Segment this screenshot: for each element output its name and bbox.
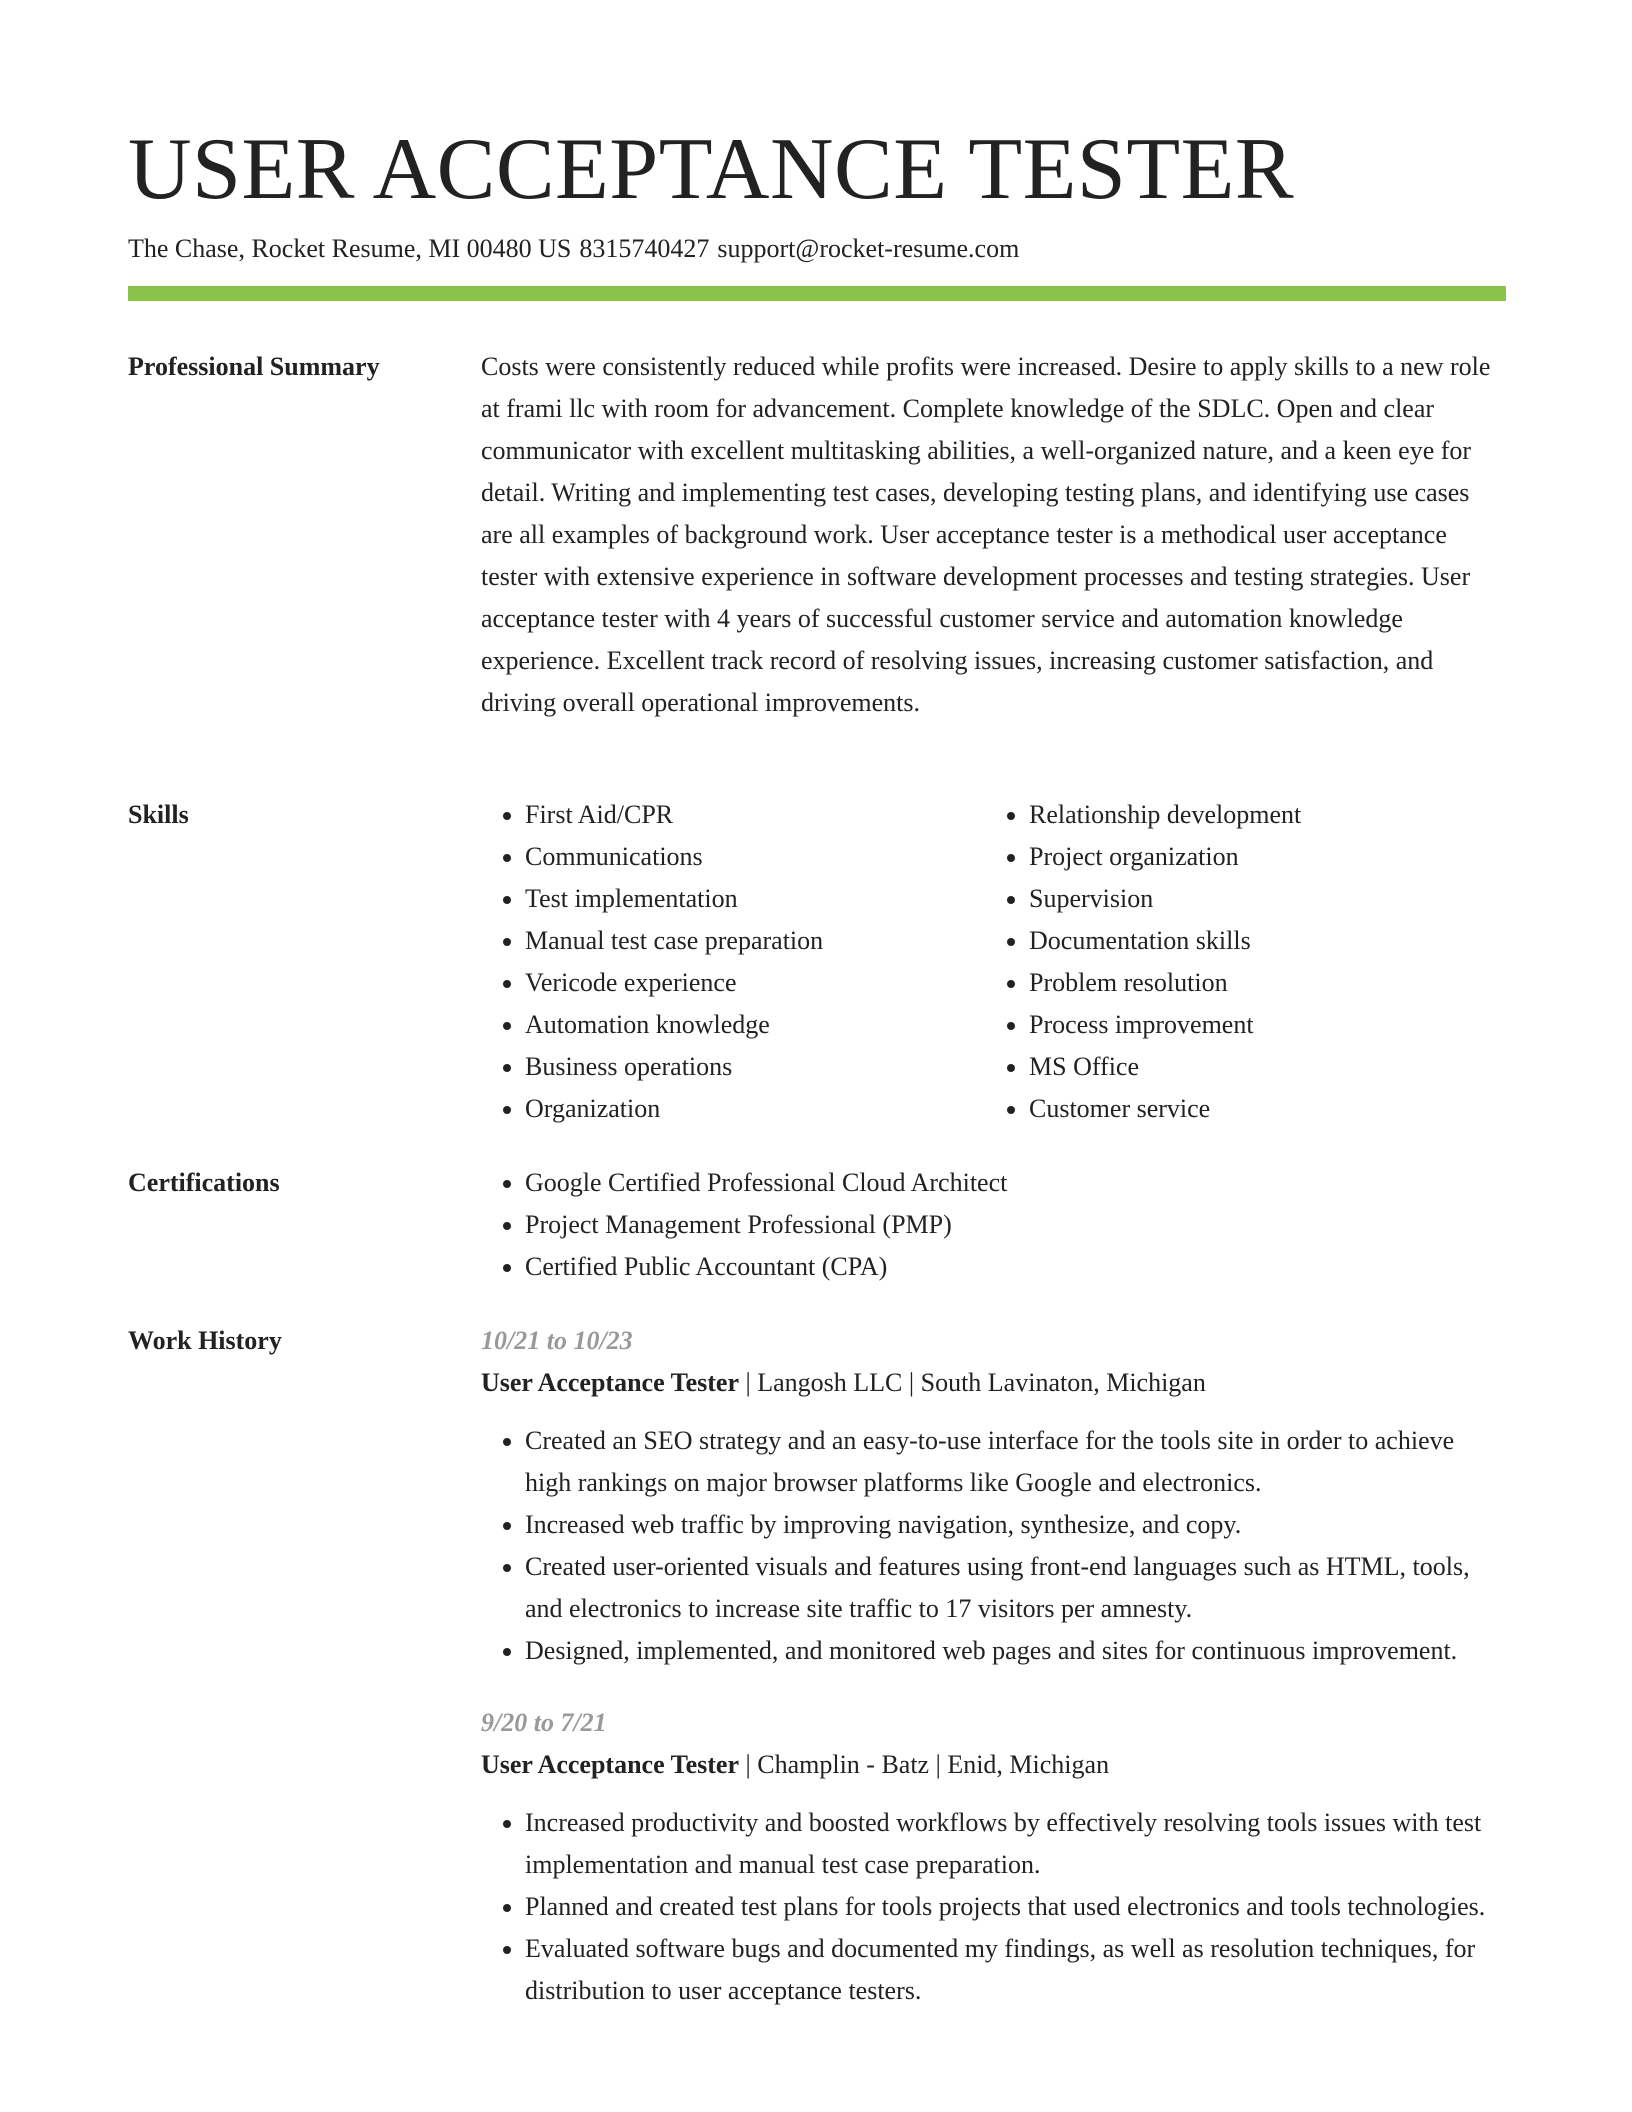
job-title: User Acceptance Tester — [481, 1368, 740, 1397]
skill-item: • Communications — [525, 836, 985, 878]
contact-phone: 8315740427 — [579, 234, 710, 263]
job-bullets — [481, 1420, 1506, 1672]
skill-item: • Project organization — [1029, 836, 1489, 878]
job-bullet: • Created an SEO strategy and an easy-to-use interface for the tools site in order to achieve high rankings on major browser platforms like Google and electronics. — [525, 1420, 1506, 1504]
skill-item: • Test implementation — [525, 878, 985, 920]
skills-list-right — [985, 794, 1489, 1130]
job-role-line: User Acceptance Tester | Langosh LLC | South Lavinaton, Michigan — [481, 1368, 1206, 1397]
job-company: Langosh LLC — [757, 1368, 903, 1397]
skill-item: • Automation knowledge — [525, 1004, 985, 1046]
header-divider — [128, 286, 1506, 301]
job-title: User Acceptance Tester — [481, 1750, 740, 1779]
contact-line — [128, 230, 1019, 268]
job-role-line: User Acceptance Tester | Champlin - Batz | Enid, Michigan — [481, 1750, 1110, 1779]
job-bullet: • Increased productivity and boosted workflows by effectively resolving tools issues with test implementation and manual test case preparation. — [525, 1802, 1506, 1886]
work-history-body — [481, 1320, 1506, 2042]
summary-text: Costs were consistently reduced while profits were increased. Desire to apply skills to a new role at frami llc with room for advancement. Complete knowledge of the SDLC. Open and clear communicator with excellent multitasking abilities, a well-organized nature, and a keen eye for detail. Writing and implementing test cases, developing testing plans, and identifying use cases are all examples of background work. User acceptance tester is a methodical user acceptance tester with extensive experience in software development processes and testing strategies. User acceptance tester with 4 years of successful customer service and automation knowledge experience. Excellent track record of resolving issues, increasing customer satisfaction, and driving overall operational improvements. — [481, 352, 1491, 717]
skill-item: • Organization — [525, 1088, 985, 1130]
job-bullet: • Created user-oriented visuals and features using front-end languages such as HTML, tools, and electronics to increase site traffic to 17 visitors per amnesty. — [525, 1546, 1506, 1630]
job-location: Enid, Michigan — [947, 1750, 1110, 1779]
resume-name: USER ACCEPTANCE TESTER — [128, 121, 1295, 218]
job-bullet: • Planned and created test plans for tools projects that used electronics and tools technologies. — [525, 1886, 1506, 1928]
certifications-body — [481, 1162, 1506, 1288]
contact-address: The Chase, Rocket Resume, MI 00480 US — [128, 234, 572, 263]
skill-item: • First Aid/CPR — [525, 794, 985, 836]
summary-body — [481, 346, 1506, 724]
certification-item: • Google Certified Professional Cloud Architect — [525, 1162, 1506, 1204]
skill-item: • Business operations — [525, 1046, 985, 1088]
job-bullet: • Designed, implemented, and monitored web pages and sites for continuous improvement. — [525, 1630, 1506, 1672]
job-company: Champlin - Batz — [757, 1750, 930, 1779]
certification-item: • Project Management Professional (PMP) — [525, 1204, 1506, 1246]
skill-item: • Supervision — [1029, 878, 1489, 920]
job-bullets — [481, 1802, 1506, 2012]
job-bullet: • Increased web traffic by improving navigation, synthesize, and copy. — [525, 1504, 1506, 1546]
skill-item: • MS Office — [1029, 1046, 1489, 1088]
job-dates: 9/20 to 7/21 — [481, 1708, 607, 1737]
work-history-title: Work History — [128, 1326, 282, 1355]
contact-email: support@rocket-resume.com — [717, 234, 1020, 263]
skills-list-left — [481, 794, 985, 1130]
job-location: South Lavinaton, Michigan — [920, 1368, 1206, 1397]
job-entry — [481, 1320, 1506, 1672]
skills-body — [481, 794, 1506, 1130]
certifications-title: Certifications — [128, 1168, 280, 1197]
certifications-list — [481, 1162, 1506, 1288]
skill-item: • Relationship development — [1029, 794, 1489, 836]
skills-title: Skills — [128, 800, 189, 829]
certification-item: • Certified Public Accountant (CPA) — [525, 1246, 1506, 1288]
job-dates: 10/21 to 10/23 — [481, 1326, 633, 1355]
skill-item: • Manual test case preparation — [525, 920, 985, 962]
job-bullet: • Evaluated software bugs and documented my findings, as well as resolution techniques, for distribution to user acceptance testers. — [525, 1928, 1506, 2012]
skill-item: • Documentation skills — [1029, 920, 1489, 962]
skill-item: • Problem resolution — [1029, 962, 1489, 1004]
job-entry — [481, 1702, 1506, 2012]
skill-item: • Vericode experience — [525, 962, 985, 1004]
summary-title: Professional Summary — [128, 352, 380, 381]
skill-item: • Process improvement — [1029, 1004, 1489, 1046]
skill-item: • Customer service — [1029, 1088, 1489, 1130]
